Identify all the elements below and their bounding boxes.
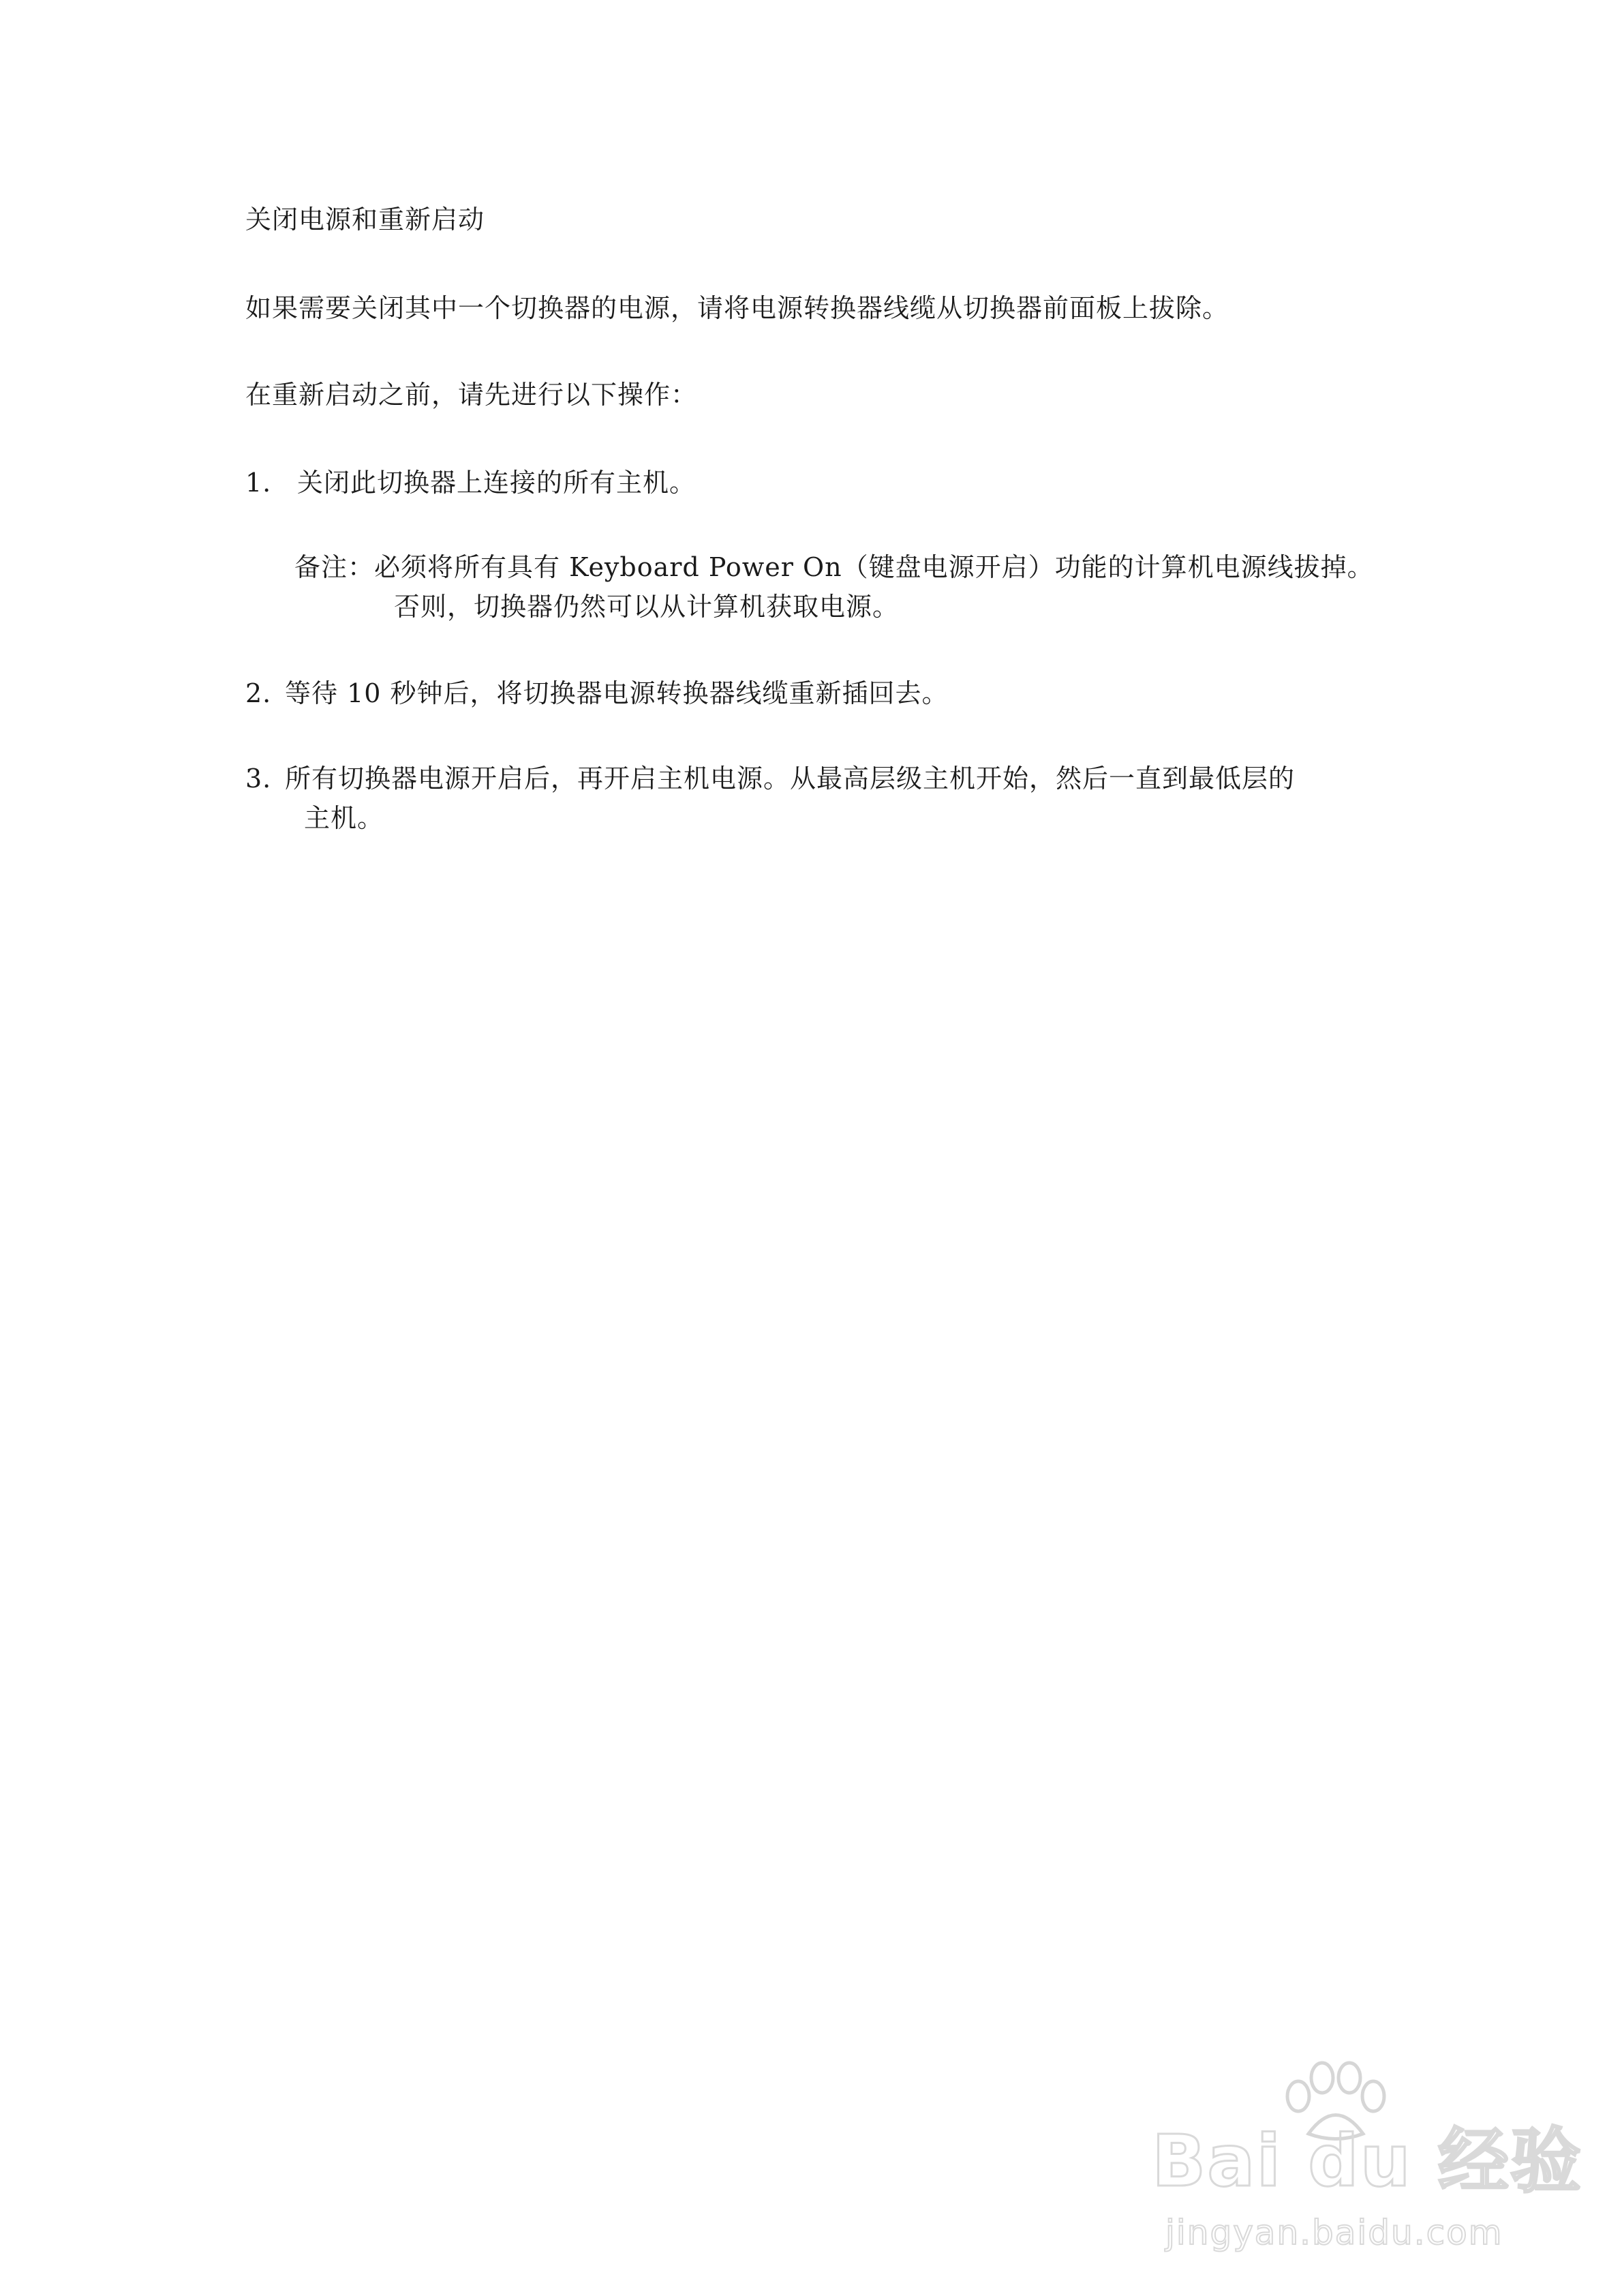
- step-1-number: 1.: [245, 468, 272, 498]
- pre-steps-paragraph: 在重新启动之前，请先进行以下操作：: [245, 380, 698, 410]
- watermark-brand: Bai du 经验: [1152, 2119, 1582, 2203]
- step-3: [245, 762, 1295, 795]
- step-1-note-line-2: 否则，切换器仍然可以从计算机获取电源。: [394, 592, 900, 622]
- step-1-text: 关闭此切换器上连接的所有主机。: [297, 468, 697, 498]
- watermark-url: jingyan.baidu.com: [1165, 2213, 1503, 2252]
- step-1: [245, 466, 696, 499]
- section-title: 关闭电源和重新启动: [245, 205, 485, 235]
- step-3-continuation: 主机。: [304, 803, 384, 833]
- intro-paragraph: 如果需要关闭其中一个切换器的电源，请将电源转换器线缆从切换器前面板上拔除。: [245, 293, 1229, 323]
- step-2-number: 2.: [245, 678, 272, 708]
- step-2-text: 等待 10 秒钟后，将切换器电源转换器线缆重新插回去。: [285, 678, 949, 708]
- baidu-jingyan-watermark: [1152, 2059, 1582, 2263]
- step-3-text: 所有切换器电源开启后，再开启主机电源。从最高层级主机开始，然后一直到最低层的: [285, 764, 1296, 794]
- step-2: [245, 677, 949, 710]
- step-1-note-line-1: 备注：必须将所有具有 Keyboard Power On（键盘电源开启）功能的计算机电源线拔掉。: [294, 552, 1374, 582]
- step-3-number: 3.: [245, 764, 272, 794]
